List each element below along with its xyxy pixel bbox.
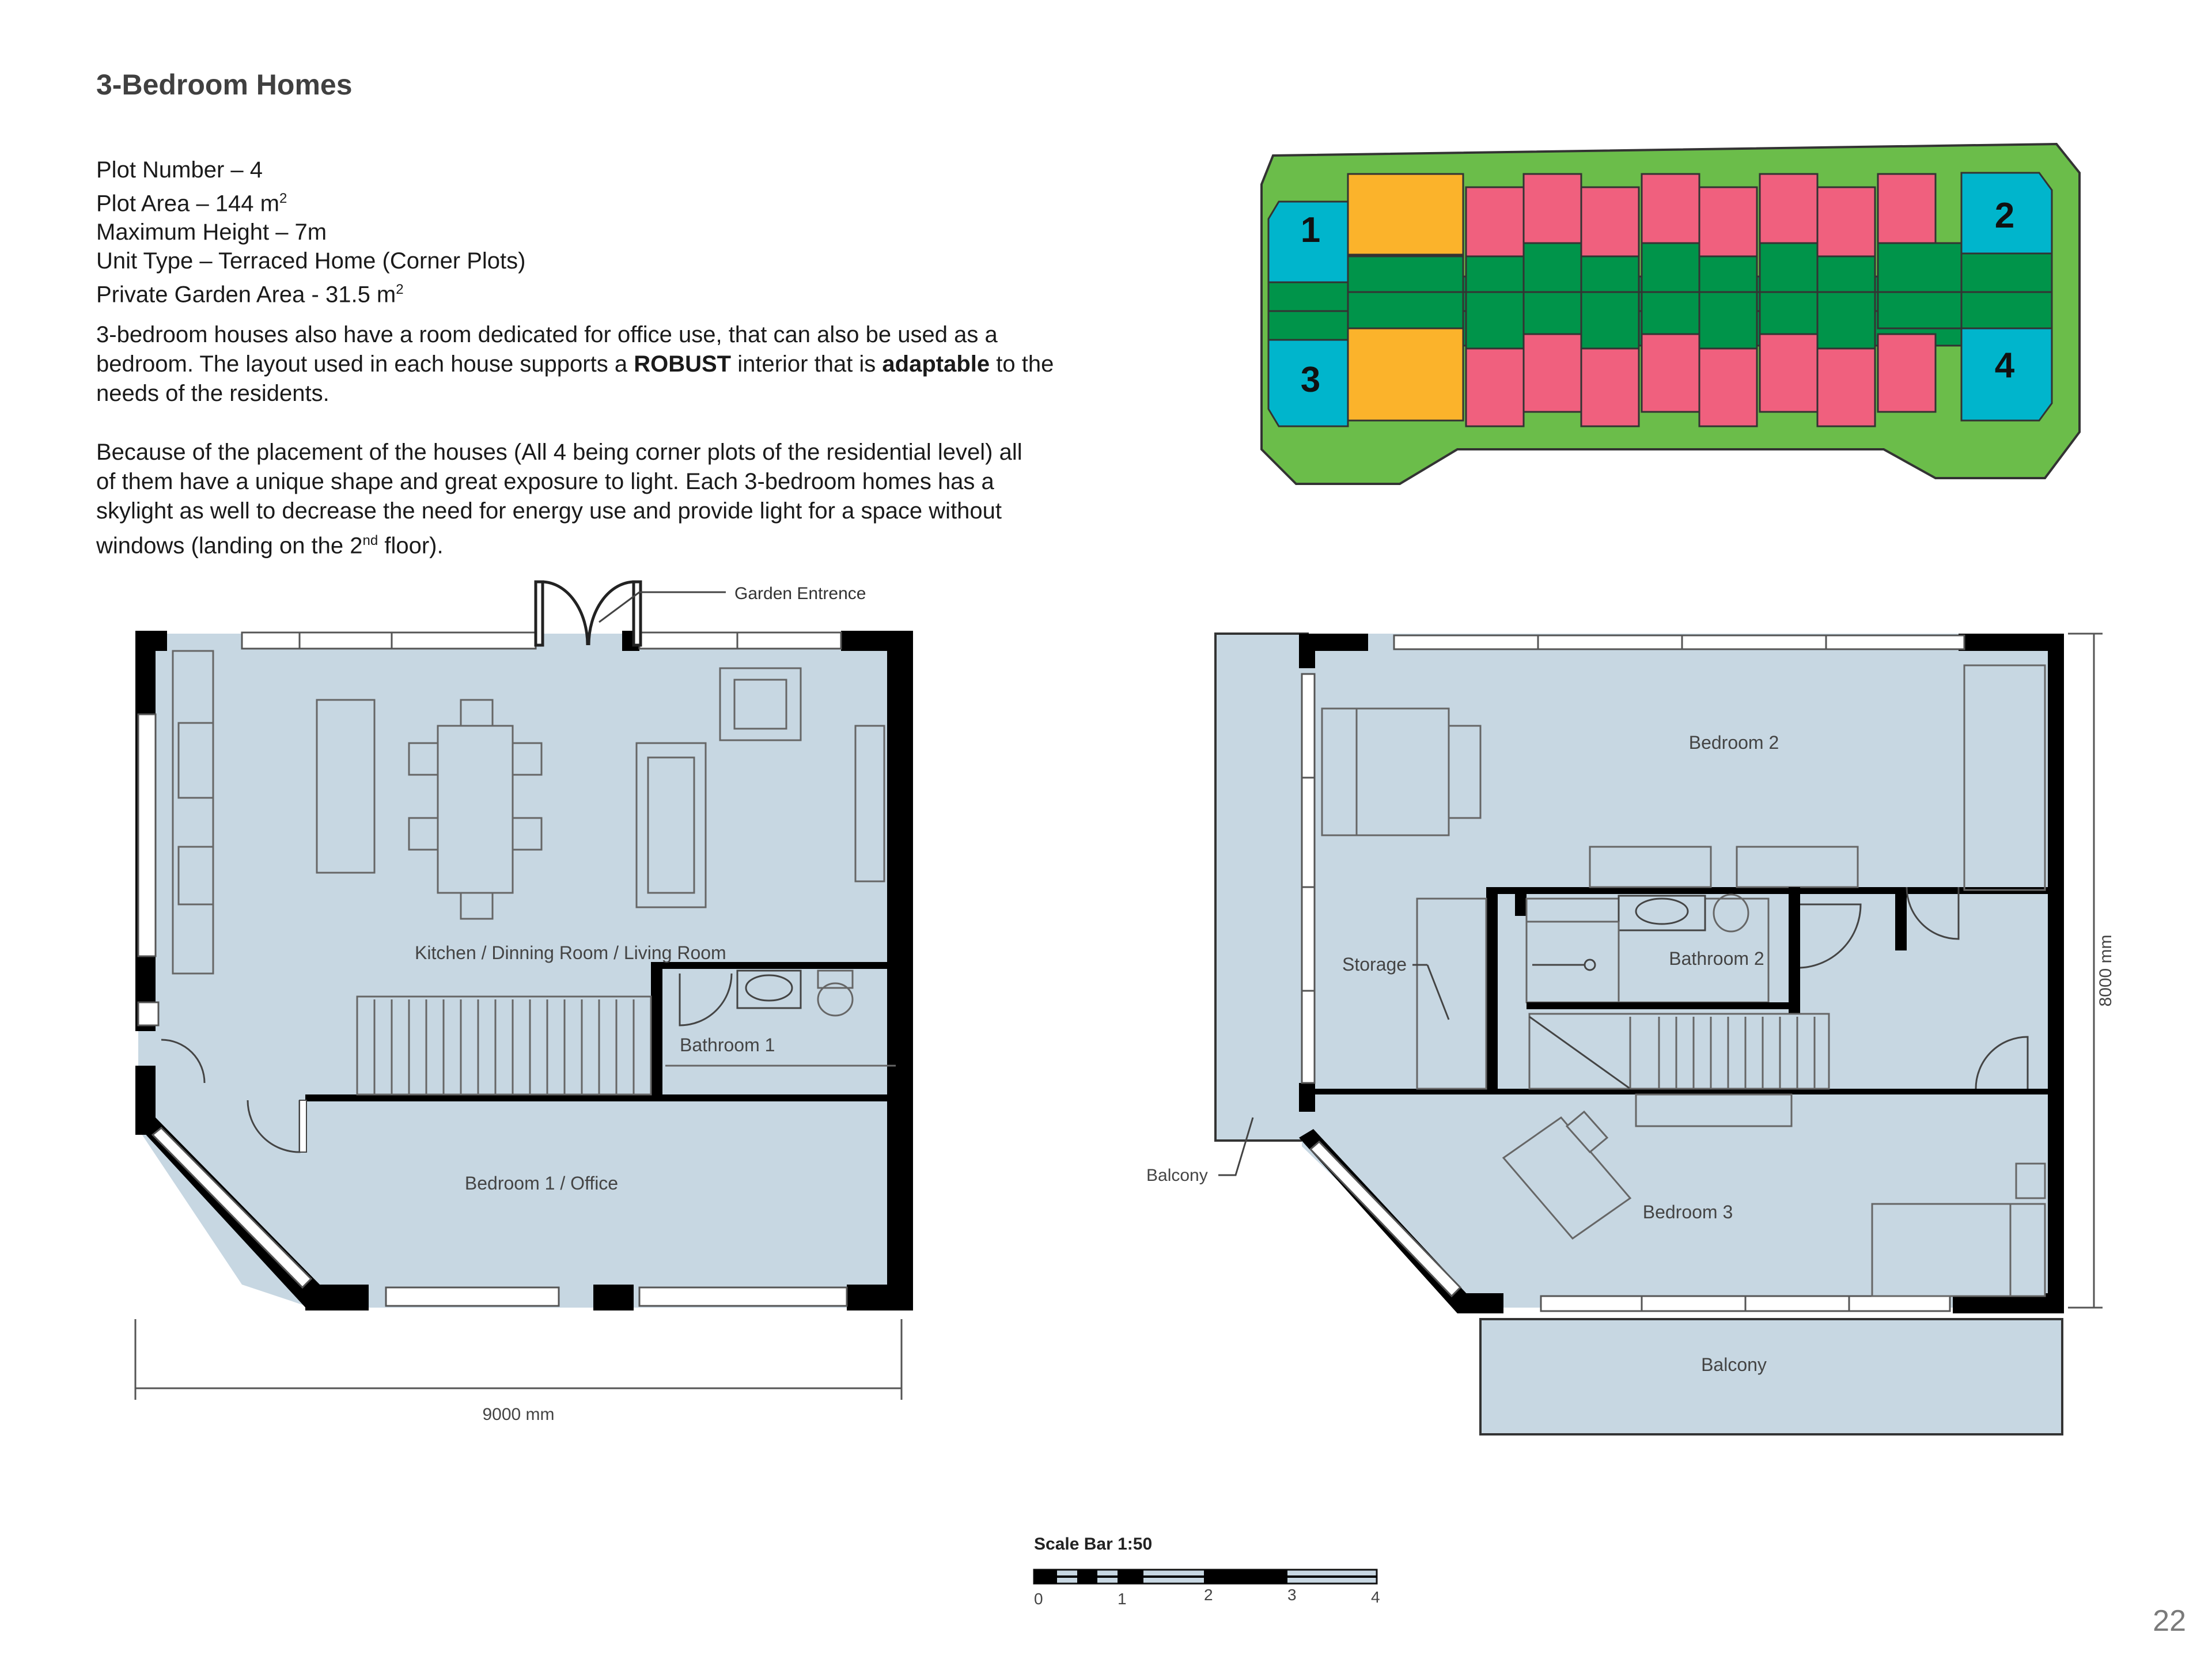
label-living-room: Kitchen / Dinning Room / Living Room bbox=[415, 942, 726, 963]
label-balcony-front: Balcony bbox=[1701, 1354, 1767, 1375]
label-bedroom-3: Bedroom 3 bbox=[1642, 1202, 1733, 1222]
scale-tick-2: 2 bbox=[1204, 1586, 1213, 1604]
max-height: Maximum Height – 7m bbox=[96, 219, 327, 245]
scale-tick-4: 4 bbox=[1371, 1588, 1380, 1606]
label-bedroom-1: Bedroom 1 / Office bbox=[464, 1173, 619, 1194]
placement-paragraph: Because of the placement of the houses (All 4 being corner plots of the residential level) all of them have a unique shape and great exposure to light. Each 3-bedroom homes has a skylight as well to decrease the need for energy use and provide light for a space without windows (landing on the 2nd floor). bbox=[96, 440, 1022, 559]
page-number: 22 bbox=[2153, 1604, 2186, 1638]
scale-bar bbox=[1031, 1532, 1411, 1619]
label-bedroom-2: Bedroom 2 bbox=[1688, 732, 1779, 753]
description-paragraph: 3-bedroom houses also have a room dedicated for office use, that can also be used as a bedroom. The layout used in each house supports a ROBUST interior that is adaptable to the needs of the residents. bbox=[96, 322, 1054, 406]
scale-tick-3: 3 bbox=[1287, 1586, 1297, 1604]
label-storage: Storage bbox=[1342, 954, 1407, 975]
plot-label-4: 4 bbox=[1994, 346, 2015, 385]
plot-label-1: 1 bbox=[1300, 210, 1321, 250]
side-balcony bbox=[1215, 634, 1308, 1141]
page-title: 3-Bedroom Homes bbox=[96, 69, 353, 101]
front-balcony bbox=[1480, 1319, 2062, 1434]
unit-type: Unit Type – Terraced Home (Corner Plots) bbox=[96, 248, 526, 274]
first-floor-plan bbox=[1112, 611, 2115, 1417]
ground-floor-plan bbox=[127, 570, 933, 1434]
scale-tick-0: 0 bbox=[1034, 1590, 1043, 1608]
label-balcony-side: Balcony bbox=[1146, 1166, 1208, 1185]
label-dimension-9000: 9000 mm bbox=[482, 1405, 555, 1424]
garden-area: Private Garden Area - 31.5 $m^2$ bbox=[96, 282, 404, 308]
label-garden-entrance: Garden Entrence bbox=[734, 584, 866, 603]
scale-bar-title: Scale Bar 1:50 bbox=[1034, 1535, 1153, 1554]
plot-area: Plot Area – 144 $m^2$ bbox=[96, 191, 287, 217]
three-bed-plot bbox=[1348, 328, 1463, 421]
label-dimension-8000: 8000 mm bbox=[2096, 934, 2115, 1007]
plot-label-3: 3 bbox=[1300, 360, 1321, 400]
plot-specs bbox=[96, 156, 526, 309]
scale-tick-1: 1 bbox=[1118, 1590, 1127, 1608]
plot-label-2: 2 bbox=[1994, 196, 2015, 236]
site-plan-map bbox=[1256, 144, 2080, 490]
plot-number: Plot Number – 4 bbox=[96, 157, 263, 183]
three-bed-plot bbox=[1348, 174, 1463, 255]
label-bathroom-1: Bathroom 1 bbox=[680, 1035, 775, 1055]
label-bathroom-2: Bathroom 2 bbox=[1669, 948, 1764, 969]
